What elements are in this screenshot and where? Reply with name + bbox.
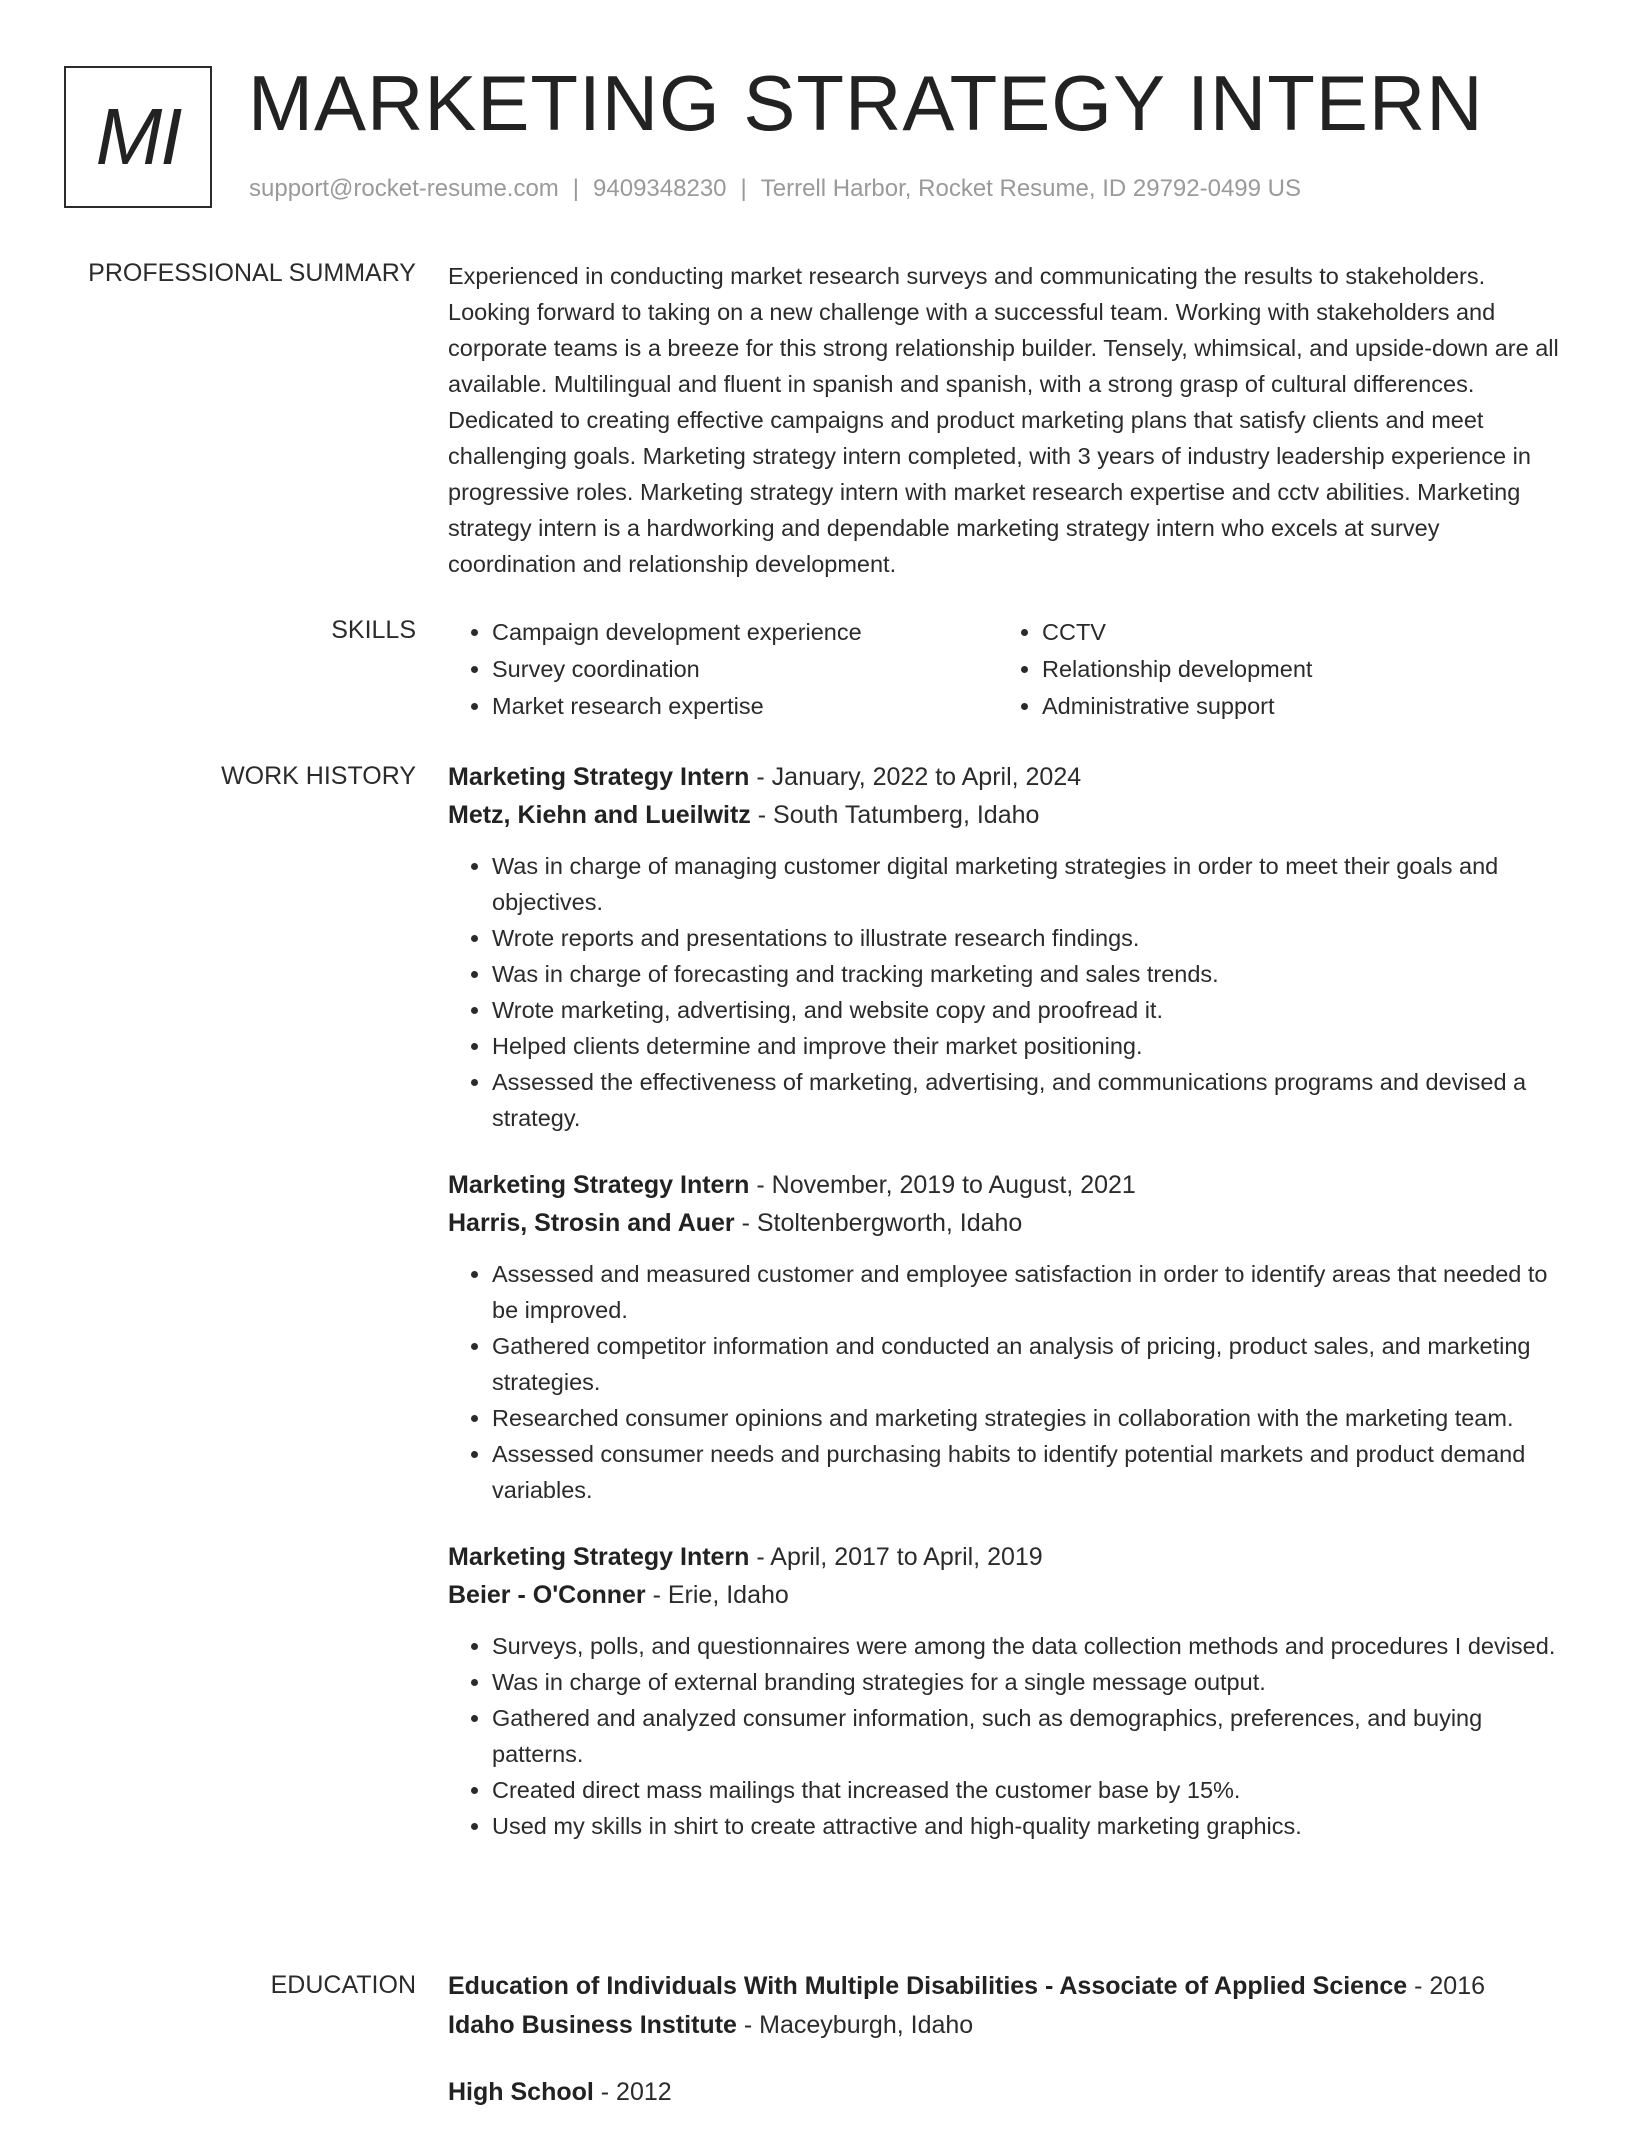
contact-email[interactable]: support@rocket-resume.com — [249, 175, 559, 202]
education-section — [448, 1967, 1568, 2140]
job-bullet: • Gathered competitor information and conducted an analysis of pricing, product sales, and marketing strategies. — [492, 1328, 1568, 1400]
job-bullet: • Surveys, polls, and questionnaires were among the data collection methods and procedures I devised. — [492, 1628, 1568, 1664]
work-history-section — [448, 758, 1568, 1874]
job-entry — [448, 1166, 1568, 1508]
job-title: Marketing Strategy Intern — [448, 1171, 750, 1199]
job-bullets — [448, 1628, 1568, 1844]
job-company-line — [448, 1576, 1568, 1614]
skill-item: • Survey coordination — [492, 651, 998, 688]
skill-item: • Administrative support — [1042, 688, 1548, 725]
job-dates: - November, 2019 to August, 2021 — [749, 1171, 1136, 1199]
education-degree: High School — [448, 2078, 594, 2106]
job-bullet: • Wrote marketing, advertising, and website copy and proofread it. — [492, 992, 1568, 1028]
job-company-line — [448, 1204, 1568, 1242]
education-degree: Education of Individuals With Multiple Disabilities - Associate of Applied Science — [448, 1972, 1408, 2000]
education-school-line — [448, 2006, 1568, 2045]
education-degree-line — [448, 2073, 1568, 2112]
job-bullet: • Was in charge of managing customer digital marketing strategies in order to meet their goals and objectives. — [492, 848, 1568, 920]
education-location: - Maceyburgh, Idaho — [736, 2011, 974, 2039]
contact-phone[interactable]: 9409348230 — [593, 175, 727, 202]
monogram-initials: MI — [95, 92, 181, 181]
education-entry — [448, 2073, 1568, 2112]
contact-separator: | — [572, 175, 580, 202]
section-label-education: EDUCATION — [270, 1971, 416, 1999]
job-bullet: • Assessed the effectiveness of marketing, advertising, and communications programs and devised a strategy. — [492, 1064, 1568, 1136]
skill-item: • Relationship development — [1042, 651, 1548, 688]
education-year: - 2012 — [593, 2078, 672, 2106]
skill-item: • Market research expertise — [492, 688, 998, 725]
job-bullet: • Helped clients determine and improve their market positioning. — [492, 1028, 1568, 1064]
skill-item: • Campaign development experience — [492, 614, 998, 651]
job-title-line — [448, 1166, 1568, 1204]
job-bullet: • Assessed consumer needs and purchasing habits to identify potential markets and product demand variables. — [492, 1436, 1568, 1508]
job-company: Beier - O'Conner — [448, 1581, 646, 1609]
job-title: Marketing Strategy Intern — [448, 1543, 750, 1571]
job-title-line — [448, 758, 1568, 796]
section-label-work-history: WORK HISTORY — [221, 762, 416, 790]
job-dates: - January, 2022 to April, 2024 — [749, 763, 1082, 791]
job-bullet: • Wrote reports and presentations to illustrate research findings. — [492, 920, 1568, 956]
job-bullets — [448, 1256, 1568, 1508]
skill-item: • CCTV — [1042, 614, 1548, 651]
section-label-skills: SKILLS — [331, 616, 416, 644]
education-year: - 2016 — [1407, 1972, 1486, 2000]
skills-list-left — [448, 614, 998, 725]
skills-section — [448, 614, 1568, 725]
job-title: Marketing Strategy Intern — [448, 763, 750, 791]
education-school: Idaho Business Institute — [448, 2011, 737, 2039]
job-entry — [448, 758, 1568, 1136]
job-title-line — [448, 1538, 1568, 1576]
job-dates: - April, 2017 to April, 2019 — [749, 1543, 1043, 1571]
monogram-box — [64, 66, 212, 208]
contact-separator: | — [740, 175, 747, 202]
job-company: Harris, Strosin and Auer — [448, 1209, 735, 1237]
job-bullet: • Was in charge of forecasting and tracking marketing and sales trends. — [492, 956, 1568, 992]
job-bullet: • Created direct mass mailings that increased the customer base by 15%. — [492, 1772, 1568, 1808]
summary-section — [448, 258, 1568, 582]
education-entry — [448, 1967, 1568, 2045]
resume-name-heading: MARKETING STRATEGY INTERN — [248, 59, 1484, 147]
job-location: - Stoltenbergworth, Idaho — [734, 1209, 1023, 1237]
job-bullet: • Was in charge of external branding strategies for a single message output. — [492, 1664, 1568, 1700]
section-label-summary: PROFESSIONAL SUMMARY — [88, 259, 416, 287]
job-company: Metz, Kiehn and Lueilwitz — [448, 801, 751, 829]
job-company-line — [448, 796, 1568, 834]
contact-line — [249, 175, 1301, 203]
summary-text: Experienced in conducting market research surveys and communicating the results to stakeholders. Looking forward to taking on a new challenge with a successful team. Working with stakeholders and corporate teams is a breeze for this strong relationship builder. Tensely, whimsical, and upside-down are all available. Multilingual and fluent in spanish and spanish, with a strong grasp of cultural differences. Dedicated to creating effective campaigns and product marketing plans that satisfy clients and meet challenging goals. Marketing strategy intern completed, with 3 years of industry leadership experience in progressive roles. Marketing strategy intern with market research expertise and cctv abilities. Marketing strategy intern is a hardworking and dependable marketing strategy intern who excels at survey coordination and relationship development. — [448, 263, 1559, 577]
skills-columns — [448, 614, 1568, 725]
job-bullet: • Assessed and measured customer and employee satisfaction in order to identify areas that needed to be improved. — [492, 1256, 1568, 1328]
contact-address: Terrell Harbor, Rocket Resume, ID 29792-0499 US — [760, 175, 1301, 202]
job-bullets — [448, 848, 1568, 1136]
education-degree-line — [448, 1967, 1568, 2006]
job-bullet: • Used my skills in shirt to create attractive and high-quality marketing graphics. — [492, 1808, 1568, 1844]
job-location: - South Tatumberg, Idaho — [750, 801, 1040, 829]
job-bullet: • Researched consumer opinions and marketing strategies in collaboration with the marketing team. — [492, 1400, 1568, 1436]
job-location: - Erie, Idaho — [645, 1581, 789, 1609]
skills-list-right — [998, 614, 1548, 725]
job-bullet: • Gathered and analyzed consumer information, such as demographics, preferences, and buying patterns. — [492, 1700, 1568, 1772]
job-entry — [448, 1538, 1568, 1844]
